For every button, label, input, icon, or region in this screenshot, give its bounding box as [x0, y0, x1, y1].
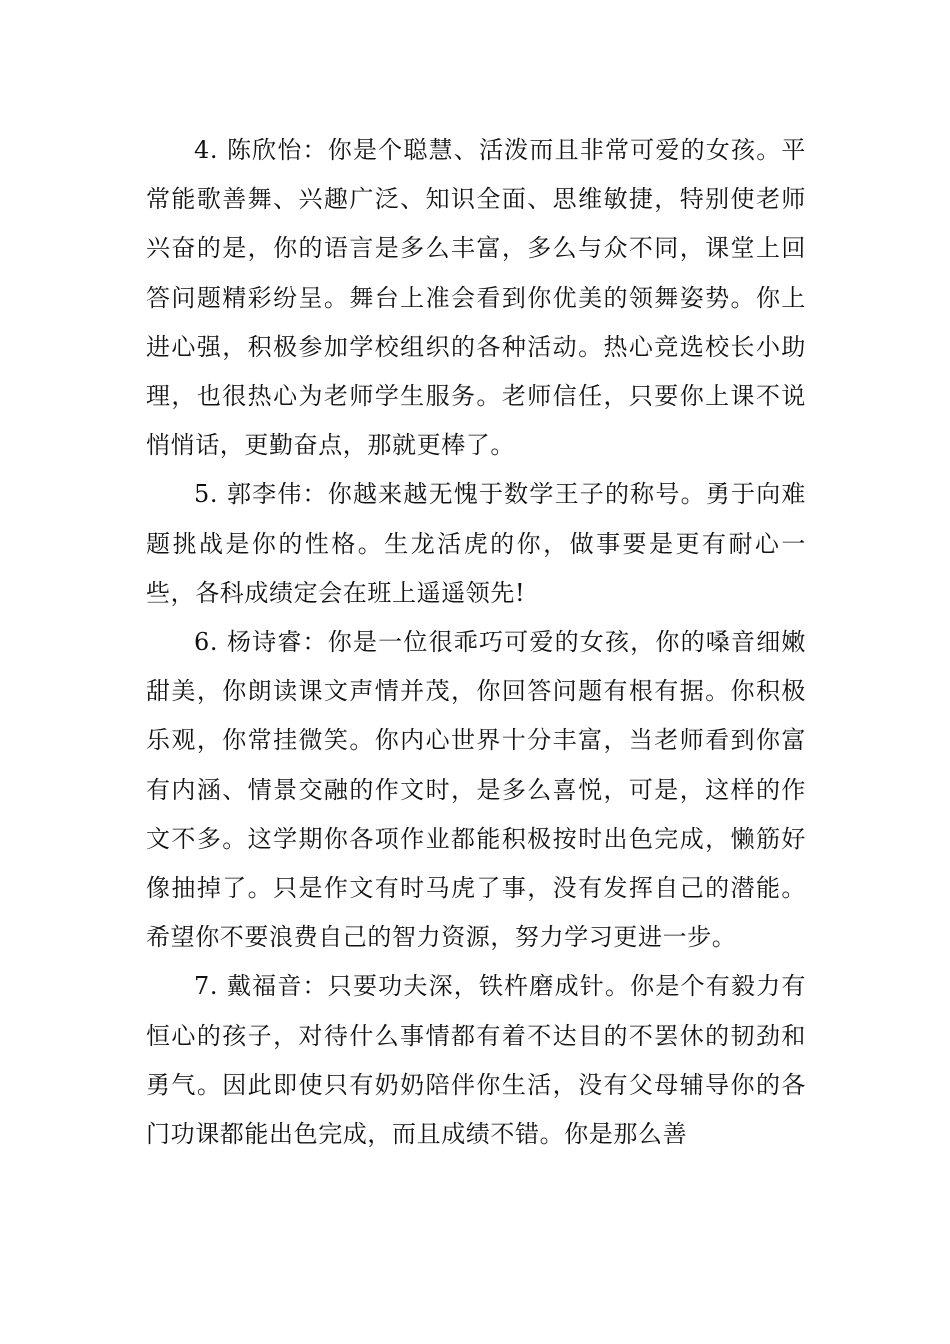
paragraph-text: 杨诗睿：你是一位很乖巧可爱的女孩，你的嗓音细嫩甜美，你朗读课文声情并茂，你回答问题有根有据。你积极乐观，你常挂微笑。你内心世界十分丰富，当老师看到你富有内涵、情景交融的作文时，是多么喜悦，可是，这样的作文不多。这学期你各项作业都能积极按时出色完成，懒筋好像抽掉了。只是作文有时马虎了事，没有发挥自己的潜能。希望你不要浪费自己的智力资源，努力学习更进一步。	[146, 628, 806, 952]
paragraph-text: 陈欣怡：你是个聪慧、活泼而且非常可爱的女孩。平常能歌善舞、兴趣广泛、知识全面、思维敏捷，特别使老师兴奋的是，你的语言是多么丰富，多么与众不同，课堂上回答问题精彩纷呈。舞台上准会看到你优美的领舞姿势。你上进心强，积极参加学校组织的各种活动。热心竞选校长小助理，也很热心为老师学生服务。老师信任，只要你上课不说悄悄话，更勤奋点，那就更棒了。	[146, 136, 806, 460]
paragraph-7	[146, 962, 806, 1159]
document-body	[146, 126, 806, 1159]
paragraph-6	[146, 618, 806, 962]
paragraph-number: 6.	[194, 628, 219, 657]
paragraph-number: 4.	[194, 136, 219, 164]
paragraph-text: 郭李伟：你越来越无愧于数学王子的称号。勇于向难题挑战是你的性格。生龙活虎的你，做事要是更有耐心一些，各科成绩定会在班上遥遥领先!	[146, 480, 806, 607]
paragraph-number: 7.	[194, 972, 219, 1001]
paragraph-number: 5.	[194, 480, 219, 509]
paragraph-4	[146, 126, 806, 470]
paragraph-5	[146, 470, 806, 618]
paragraph-text: 戴福音：只要功夫深，铁杵磨成针。你是个有毅力有恒心的孩子，对待什么事情都有着不达目的不罢休的韧劲和勇气。因此即使只有奶奶陪伴你生活，没有父母辅导你的各门功课都能出色完成，而且成绩不错。你是那么善	[146, 972, 806, 1149]
